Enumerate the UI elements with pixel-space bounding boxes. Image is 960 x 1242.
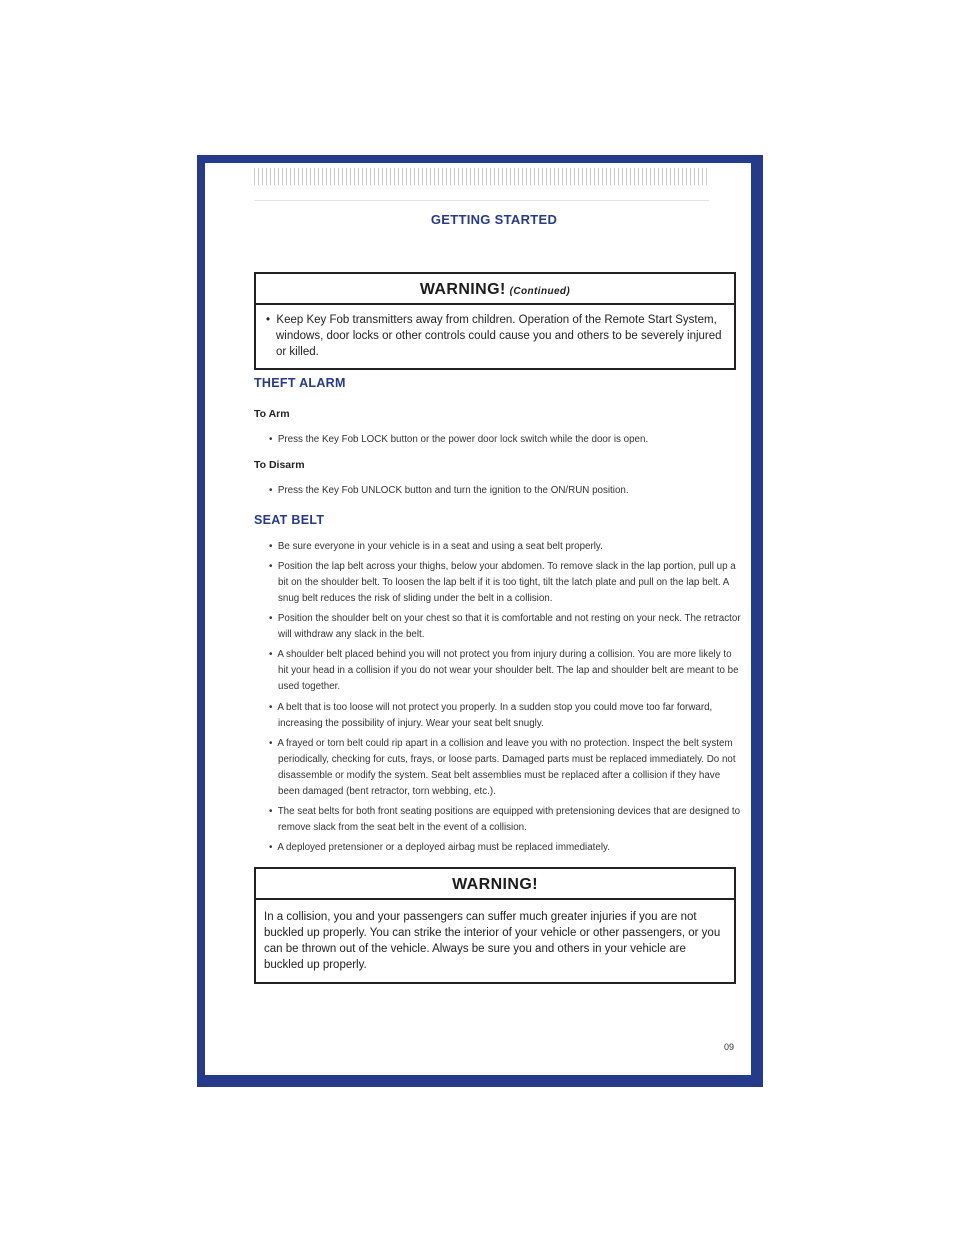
- seat-belt-heading: SEAT BELT: [254, 513, 325, 527]
- list-item-text: Position the lap belt across your thighs, below your abdomen. To remove slack in the lap portion, pull up a bit on the shoulder belt. To loosen the lap belt if it is too tight, tilt the latch plate and pull on the lap belt. A snug belt reduces the risk of sliding under the belt in a collision.: [277, 561, 736, 604]
- list-item: • A belt that is too loose will not protect you properly. In a sudden stop you could move too far forward, increasing the possibility of injury. Wear your seat belt snugly.: [269, 702, 713, 729]
- warning-title-text: WARNING!: [419, 281, 506, 298]
- header-rule: [254, 200, 709, 201]
- list-item: • The seat belts for both front seating positions are equipped with pretensioning devices that are designed to remove slack from the seat belt in the event of a collision.: [269, 806, 741, 833]
- warning-box-continued: [254, 272, 736, 370]
- list-item: • A shoulder belt placed behind you will not protect you from injury during a collision. You are more likely to hit your head in a collision if you do not wear your shoulder belt. The lap and shoulder belt are meant to be used together.: [269, 649, 739, 692]
- warning-bullet: • Keep Key Fob transmitters away from children. Operation of the Remote Start System, windows, door locks or other controls could cause you and others to be severely injured or killed.: [266, 314, 722, 358]
- section-header: GETTING STARTED: [430, 212, 558, 227]
- warning-text: In a collision, you and your passengers can suffer much greater injuries if you are not buckled up properly. You can strike the interior of your vehicle or other passengers, or you can be thrown out of the vehicle. Always be sure you and others in your vehicle are buckled up properly.: [264, 911, 721, 971]
- warning-title: [256, 274, 734, 305]
- warning-continued-label: (Continued): [509, 286, 571, 297]
- theft-alarm-heading: THEFT ALARM: [254, 376, 346, 390]
- warning-bullet-text: Keep Key Fob transmitters away from children. Operation of the Remote Start System, windows, door locks or other controls could cause you and others to be severely injured or killed.: [276, 314, 722, 358]
- page-number: 09: [723, 1042, 734, 1052]
- list-item-text: Press the Key Fob UNLOCK button and turn the ignition to the ON/RUN position.: [277, 485, 629, 496]
- list-item-text: A frayed or torn belt could rip apart in a collision and leave you with no protection. Inspect the belt system periodically, checking for cuts, frays, or loose parts. Damaged parts must be replaced immediately. Do not disassemble or modify the system. Seat belt assemblies must be replaced after a collision if they have been damaged (bent retractor, torn webbing, etc.).: [277, 738, 736, 797]
- list-item: • Press the Key Fob UNLOCK button and turn the ignition to the ON/RUN position.: [269, 485, 629, 496]
- list-item-text: Be sure everyone in your vehicle is in a seat and using a seat belt properly.: [277, 541, 603, 552]
- list-item-text: A shoulder belt placed behind you will not protect you from injury during a collision. You are more likely to hit your head in a collision if you do not wear your shoulder belt. The lap and shoulder belt are meant to be used together.: [277, 649, 739, 692]
- warning-title: WARNING!: [256, 869, 734, 900]
- warning-box: [254, 867, 736, 984]
- list-item: • Press the Key Fob LOCK button or the power door lock switch while the door is open.: [269, 434, 649, 445]
- list-item: • Position the shoulder belt on your chest so that it is comfortable and not resting on your neck. The retractor will withdraw any slack in the belt.: [269, 613, 741, 640]
- list-item-text: The seat belts for both front seating positions are equipped with pretensioning devices that are designed to remove slack from the seat belt in the event of a collision.: [277, 806, 741, 833]
- list-item: • A frayed or torn belt could rip apart in a collision and leave you with no protection. Inspect the belt system periodically, checking for cuts, frays, or loose parts. Damaged parts must be replaced immediately. Do not disassemble or modify the system. Seat belt assemblies must be replaced after a collision if they have been damaged (bent retractor, torn webbing, etc.).: [269, 738, 736, 797]
- to-arm-label: To Arm: [254, 408, 290, 420]
- list-item-text: A deployed pretensioner or a deployed airbag must be replaced immediately.: [277, 842, 610, 853]
- list-item-text: Press the Key Fob LOCK button or the power door lock switch while the door is open.: [277, 434, 649, 445]
- list-item: • A deployed pretensioner or a deployed airbag must be replaced immediately.: [269, 842, 610, 853]
- to-disarm-label: To Disarm: [254, 459, 305, 471]
- list-item: • Position the lap belt across your thighs, below your abdomen. To remove slack in the lap portion, pull up a bit on the shoulder belt. To loosen the lap belt if it is too tight, tilt the latch plate and pull on the lap belt. A snug belt reduces the risk of sliding under the belt in a collision.: [269, 561, 736, 604]
- list-item-text: Position the shoulder belt on your chest so that it is comfortable and not resting on your neck. The retractor will withdraw any slack in the belt.: [277, 613, 741, 640]
- list-item: • Be sure everyone in your vehicle is in a seat and using a seat belt properly.: [269, 541, 603, 552]
- header-tick-bar: [254, 168, 709, 185]
- list-item-text: A belt that is too loose will not protect you properly. In a sudden stop you could move too far forward, increasing the possibility of injury. Wear your seat belt snugly.: [277, 702, 713, 729]
